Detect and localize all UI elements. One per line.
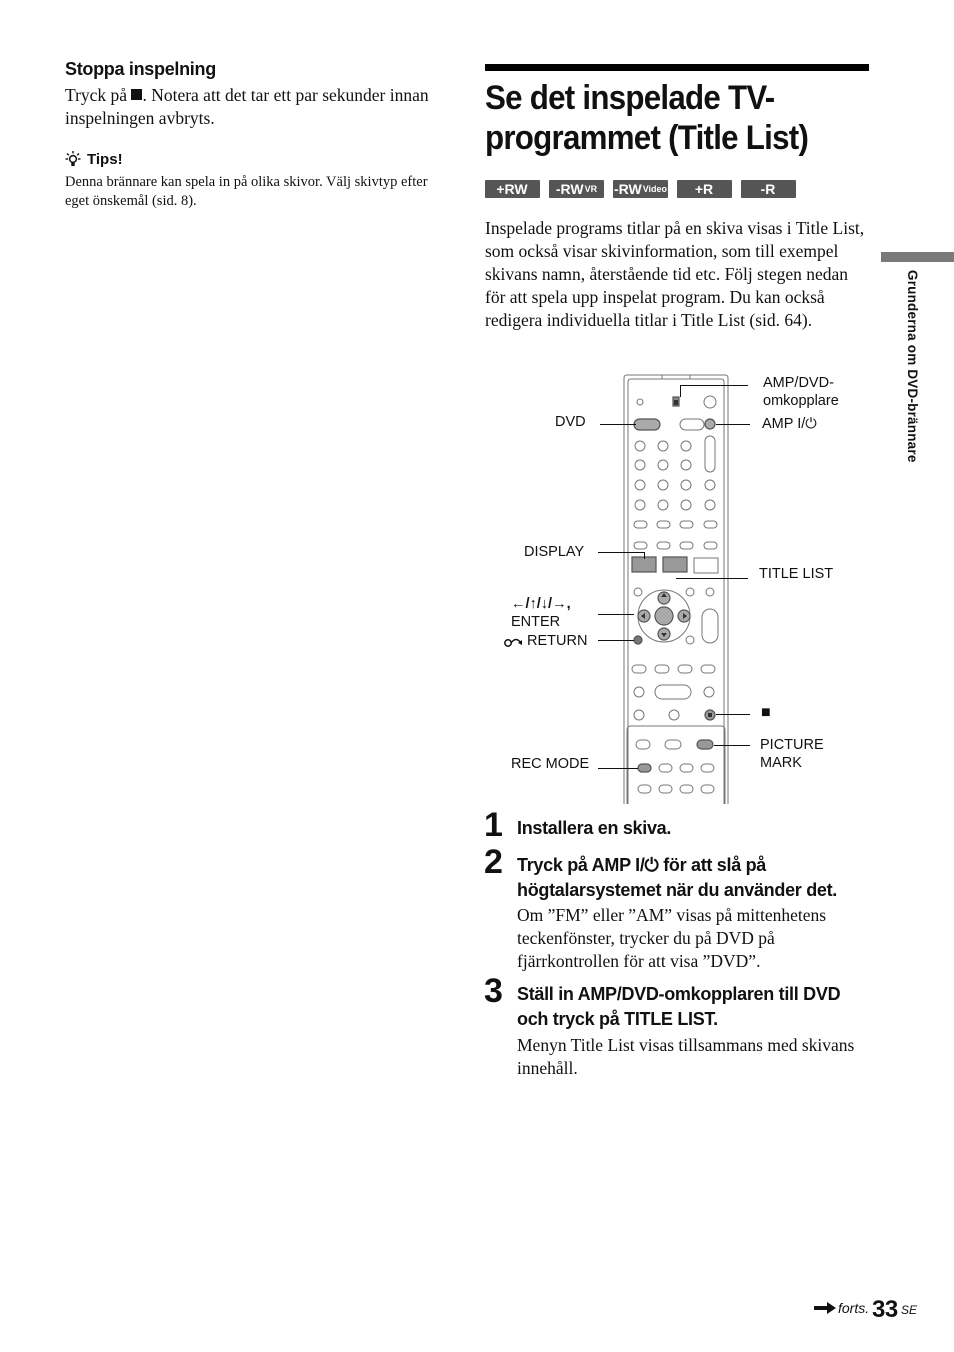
section-title: Se det inspelade TV-programmet (Title List): [485, 79, 809, 157]
label-dvd: DVD: [555, 414, 586, 430]
label-amp-dvd-switch: AMP/DVD- omkopplare: [763, 375, 839, 409]
badge-minus-rw-vr: -RW VR: [549, 180, 604, 198]
label-title-list: TITLE LIST: [759, 566, 834, 582]
leader-amp-power: [716, 424, 750, 425]
leader-display: [598, 552, 644, 553]
stop-body-post: . Notera att det tar ett par sekunder innan inspelningen avbryts.: [65, 85, 429, 128]
tips-body: Denna brännare kan spela in på olika skivor. Välj skivtyp efter eget önskemål (sid. 8).: [65, 174, 428, 209]
leader-amp-switch: [680, 385, 748, 386]
tips-heading: [65, 150, 123, 168]
badge-plus-rw: +RW: [485, 180, 540, 198]
step-2-body: Om ”FM” eller ”AM” visas på mittenhetens teckenfönster, trycker du på DVD på fjärrkontrollen för att visa ”DVD”.: [517, 905, 827, 971]
stop-square-icon: [131, 89, 142, 100]
remote-control-illustration: [622, 374, 730, 804]
tips-bulb-icon: [65, 150, 81, 168]
label-picture-mark: PICTURE MARK: [760, 737, 824, 771]
intro-paragraph: Inspelade programs titlar på en skiva visas i Title List, som också visar skivinformation, som till exempel skivans namn, återstående tid etc. Följ stegen nedan för att spela upp inspelat program. Du kan också redigera individuella titlar i Title List (sid. 64).: [485, 218, 865, 330]
stop-body-pre: Tryck på: [65, 85, 132, 105]
leader-rec-mode: [598, 768, 638, 769]
label-rec-mode: REC MODE: [511, 756, 590, 772]
leader-dvd: [600, 424, 636, 425]
label-amp-power: AMP I/⏻: [762, 416, 817, 432]
step-2-heading: Tryck på AMP I/⏻ för att slå på högtalarsystemet när du använder det.: [517, 855, 837, 900]
page-suffix: SE: [901, 1303, 918, 1317]
tips-label: Tips!: [87, 150, 123, 168]
leader-display-drop: [644, 552, 645, 559]
label-stop: ■: [761, 704, 771, 721]
step-2-number: 2: [484, 843, 503, 881]
step-3-body: Menyn Title List visas tillsammans med skivans innehåll.: [517, 1035, 855, 1078]
side-tab-bar: [881, 252, 954, 262]
label-display: DISPLAY: [524, 544, 585, 560]
arrow-right-icon: [814, 1302, 836, 1314]
page-number: 33: [872, 1296, 898, 1323]
leader-stop: [716, 714, 750, 715]
leader-enter: [598, 614, 634, 615]
leader-picture-mark: [714, 745, 750, 746]
leader-amp-switch-drop: [680, 385, 681, 397]
step-1-heading: Installera en skiva.: [517, 818, 672, 838]
label-arrow-keys: ←/↑/↓/→,: [511, 596, 571, 612]
badge-minus-rw-video: -RW Video: [613, 181, 668, 197]
section-title-rule: [485, 64, 869, 71]
label-enter: ENTER: [511, 614, 561, 630]
continued-note: forts.: [814, 1300, 869, 1316]
stop-recording-body: [65, 84, 450, 130]
step-1-number: 1: [484, 806, 503, 844]
badge-minus-r: -R: [741, 180, 796, 198]
label-return: RETURN: [503, 632, 587, 650]
leader-return: [598, 640, 634, 641]
disc-type-badges: [485, 180, 796, 198]
badge-plus-r: +R: [677, 180, 732, 198]
side-tab-label: Grunderna om DVD-brännare: [905, 270, 920, 463]
leader-title-list: [676, 578, 748, 579]
step-3-number: 3: [484, 972, 503, 1010]
stop-recording-heading: Stoppa inspelning: [65, 59, 216, 79]
step-3-heading: Ställ in AMP/DVD-omkopplaren till DVD och tryck på TITLE LIST.: [517, 984, 841, 1029]
return-icon: [503, 634, 523, 648]
